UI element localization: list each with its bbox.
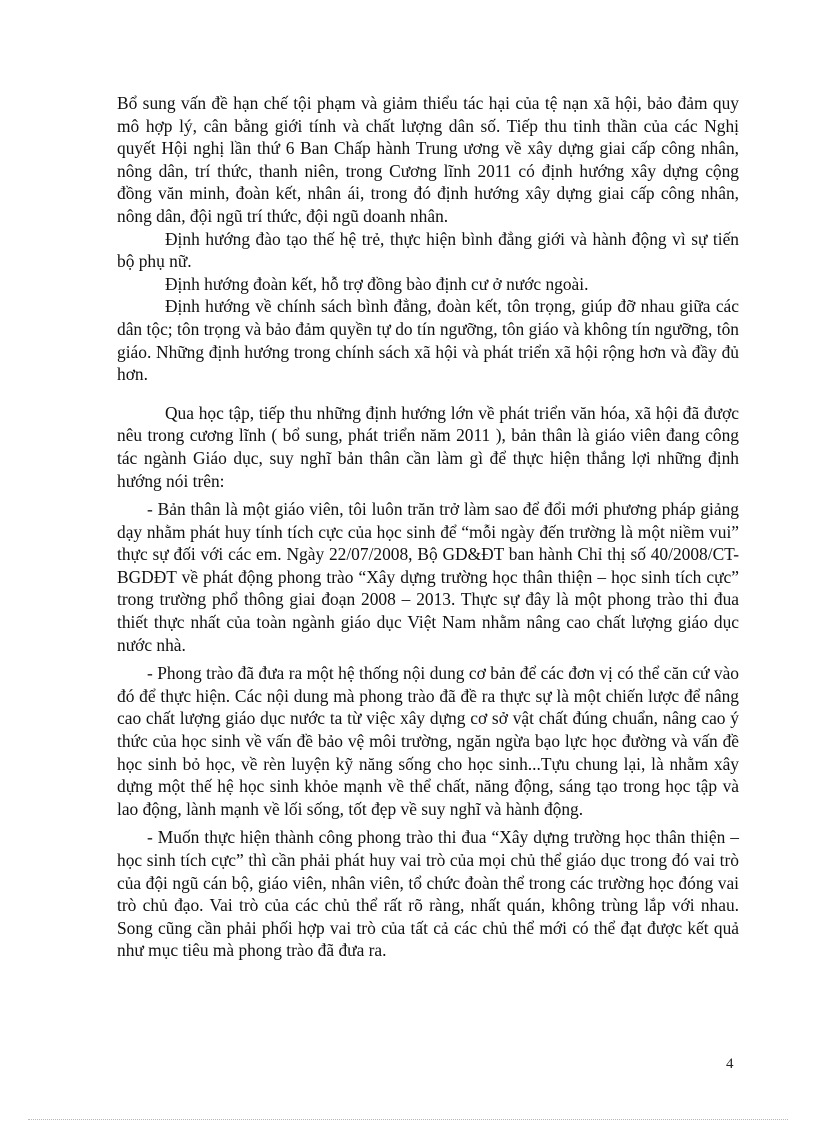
paragraph-3: Định hướng đoàn kết, hỗ trợ đồng bào định cư ở nước ngoài. <box>165 273 589 294</box>
paragraph-5: Qua học tập, tiếp thu những định hướng lớn về phát triển văn hóa, xã hội đã được nêu trong cương lĩnh ( bổ sung, phát triển năm 2011 ), bản thân là giáo viên đang công tác ngành Giáo dục, suy nghĩ bản thân cần làm gì để thực hiện thắng lợi những định hướng nói trên: <box>117 402 739 491</box>
paragraph-8: - Muốn thực hiện thành công phong trào thi đua “Xây dựng trường học thân thiện – học sinh tích cực” thì cần phải phát huy vai trò của mọi chủ thể giáo dục trong đó vai trò của đội ngũ cán bộ, giáo viên, nhân viên, tổ chức đoàn thể trong các trường học đóng vai trò chủ đạo. Vai trò của các chủ thể rất rõ ràng, nhất quán, không trùng lắp với nhau. Song cũng cần phải phối hợp vai trò của tất cả các chủ thể mới có thể đạt được kết quả như mục tiêu mà phong trào đã đưa ra. <box>117 827 739 961</box>
page-number: 4 <box>726 1056 734 1072</box>
page-body <box>117 92 739 962</box>
paragraph-7: - Phong trào đã đưa ra một hệ thống nội dung cơ bản để các đơn vị có thể căn cứ vào đó để thực hiện. Các nội dung mà phong trào đã đề ra thực sự là một chiến lược để nâng cao chất lượng giáo dục nước ta từ việc xây dựng cơ sở vật chất đúng chuẩn, nâng cao ý thức của học sinh về vấn đề bảo vệ môi trường, ngăn ngừa bạo lực học đường và vấn đề học sinh bỏ học, về rèn luyện kỹ năng sống cho học sinh...Tựu chung lại, là nhằm xây dựng một thế hệ học sinh khỏe mạnh về thể chất, năng động, sáng tạo trong học tập và lao động, lành mạnh về lối sống, tốt đẹp về suy nghĩ và hành động. <box>117 663 739 819</box>
paragraph-4: Định hướng về chính sách bình đẳng, đoàn kết, tôn trọng, giúp đỡ nhau giữa các dân tộc; tôn trọng và bảo đảm quyền tự do tín ngưỡng, tôn giáo và không tín ngưỡng, tôn giáo. Những định hướng trong chính sách xã hội và phát triển xã hội rộng hơn và đầy đủ hơn. <box>117 296 739 385</box>
paragraph-6: - Bản thân là một giáo viên, tôi luôn trăn trở làm sao để đổi mới phương pháp giảng dạy nhằm phát huy tính tích cực của học sinh để “mỗi ngày đến trường là một niềm vui” thực sự đối với các em. Ngày 22/07/2008, Bộ GD&ĐT ban hành Chỉ thị số 40/2008/CT-BGDĐT về phát động phong trào “Xây dựng trường học thân thiện – học sinh tích cực” trong trường phổ thông giai đoạn 2008 – 2013. Thực sự đây là một phong trào thi đua thiết thực nhất của toàn ngành giáo dục Việt Nam nhằm nâng cao chất lượng giáo dục nước nhà. <box>117 499 739 655</box>
paragraph-2: Định hướng đào tạo thế hệ trẻ, thực hiện bình đẳng giới và hành động vì sự tiến bộ phụ nữ. <box>117 228 739 272</box>
paragraph-1: Bổ sung vấn đề hạn chế tội phạm và giảm thiểu tác hại của tệ nạn xã hội, bảo đảm quy mô hợp lý, cân bằng giới tính và chất lượng dân số. Tiếp thu tinh thần của các Nghị quyết Hội nghị lần thứ 6 Ban Chấp hành Trung ương về xây dựng giai cấp công nhân, nông dân, trí thức, thanh niên, trong Cương lĩnh 2011 có định hướng xây dựng cộng đồng văn minh, đoàn kết, nhân ái, trong đó định hướng xây dựng giai cấp công nhân, nông dân, đội ngũ trí thức, đội ngũ doanh nhân. <box>117 93 739 226</box>
page-bottom-border <box>28 1119 788 1120</box>
